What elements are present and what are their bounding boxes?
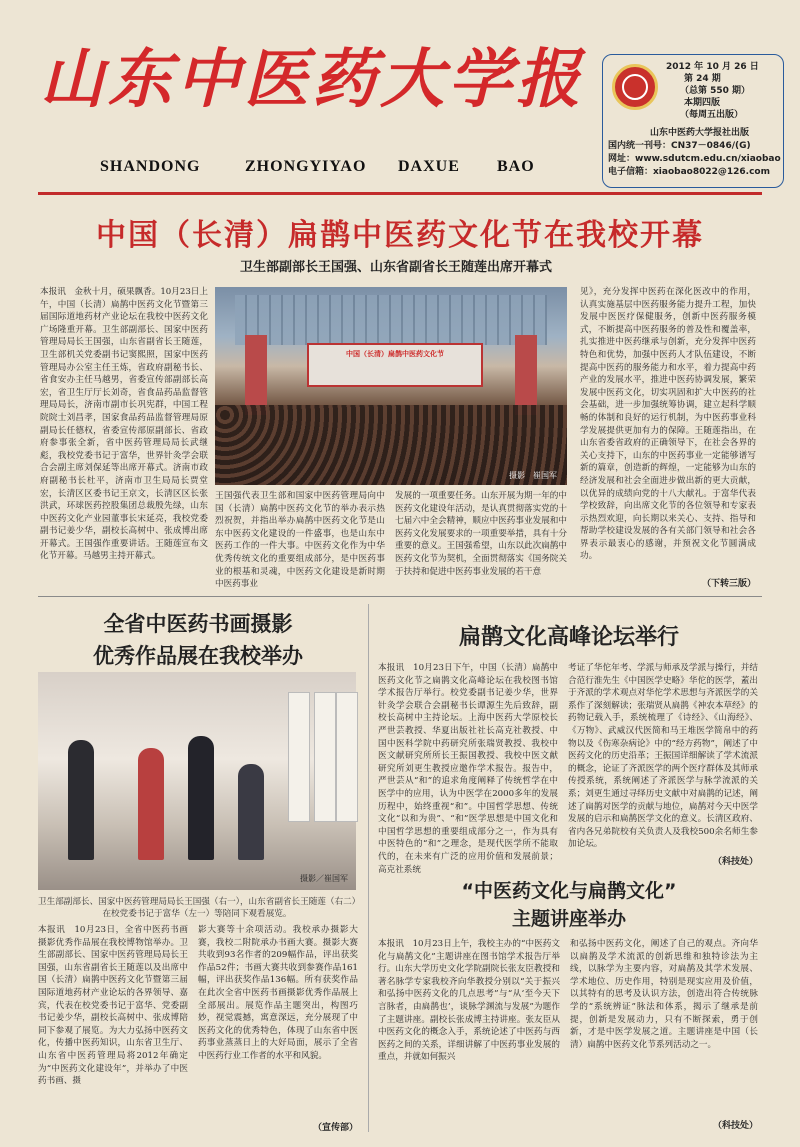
photo-art-panel bbox=[314, 692, 336, 822]
photo-pillar-right bbox=[515, 335, 537, 415]
lead-column-4: 见》，充分发挥中医药在深化医改中的作用，认真实施基层中医药服务能力提升工程，加快发展中医医疗保健服务，创新中医药服务模式，不断提高中医药服务的普及性和覆盖率，扎实推进中医药继承与创新，充分发挥中医药特色和优势，加强中医药人才队伍建设，不断提高中医药的服务能力和水平，着力提高中药产业的发展水平，推进中医药协调发展，繁荣发展中医药文化，切实巩固和扩大中医药的社会基础，进一步加强统筹协调，建立起科学顺畅的体制和良好的运行机制，为中医药事业科学发展提供更加有力的保障。王随莲指出，在山东省委省政府的正确领导下，在社会各界的关心支持下，山东的中医药事业一定能够谱写新的篇章，创造新的辉煌，一定能够为山东的经济发展和社会全面进步做出新的更大贡献，以优异的成绩向党的十八大献礼。于富华代表学校致辞，向出席文化节的各位领导和专家表示热烈欢迎，向长期以来关心、支持、指导和帮助学校建设发展的各有关部门领导和社会各界表示最衷心的感谢，并预祝文化节圆满成功。 bbox=[580, 287, 756, 562]
masthead-rule bbox=[38, 192, 762, 195]
lecture-title-line2: 主题讲座举办 bbox=[511, 908, 626, 930]
page-count: 本期四版 bbox=[684, 98, 721, 108]
lead-continued: （下转三版） bbox=[701, 579, 756, 589]
issue-number: 第 24 期 bbox=[684, 74, 721, 84]
lead-subhead: 卫生部副部长王国强、山东省副省长王随莲出席开幕式 bbox=[240, 260, 553, 275]
total-issue: （总第 550 期） bbox=[680, 86, 751, 96]
lecture-column-2: 和弘扬中医药文化，阐述了自己的观点。齐向华以扁鹊及学术流派的创新思维和独特诊法为主线，以脉学为主要内容，对扁鹊及其学术发展、学术地位、历史作用，特别是现实应用及价值，以其特有的思考及认识方法，创造出符合传统脉学的“系统辨证”脉法和体系，揭示了继承是前提，创新是发展动力，只有不断探索，勇于创新，才是中医学发展之道。主题讲座是中国（长清）扁鹊中医药文化节系列活动之一。 bbox=[570, 939, 758, 1050]
section-divider bbox=[38, 596, 762, 597]
lecture-column-1: 本报讯 10月23日上午，我校主办的“中医药文化与扁鹊文化”主题讲座在图书馆学术报告厅举行。山东大学历史文化学院副院长张友臣教授和著名脉学专家我校齐向华教授分别以“关于振兴和弘扬中医药文化的几点思考”与“从‘至今天下言脉者，由扁鹊也’，谈脉学渊流与发展”为题作了主题讲座。副校长张成博主持讲座。张友臣从中医药文化的概念入手，系统论述了中医药与西医药之间的关系，详细讲解了中医药事业发展的重点，并就如何振兴 bbox=[378, 939, 560, 1063]
forum-column-1: 本报讯 10月23日下午，中国（长清）扁鹊中医药文化节之扁鹊文化高峰论坛在我校图书馆学术报告厅举行。校党委副书记姜少华，世界针灸学会联合会副秘书长谭源生先后致辞，副校长高树中主持论坛。上海中医药大学原校长严世芸教授、华夏出版社社长高克社教授、中国中医科学院中药研究所张瑞贤教授、我校中医文献研究所所长王振国教授、我校中医文献研究所刘更生教授应邀作学术报告。报告中，严世芸从“和”的追求角度阐释了传统哲学在中医学中的应用，认为中医学在2000多年的发展历程中，始终重视“和”。中国哲学思想、传统文化“以和为贵”、“和”医学思想是中国文化和中国哲学思想的重要组成部分之一，作为具有中医特色的“和”之理念，是现代医学所不能取代的，在未来有广泛的应用价值和发展前景；高克社系统 bbox=[378, 663, 558, 875]
cn-number: 国内统一刊号：CN37－0846/(G) bbox=[608, 141, 751, 151]
photo-credit-inline: 摄影／崔国军 bbox=[300, 874, 348, 883]
photo-banner-text: 中国（长清）扁鹊中医药文化节 bbox=[346, 350, 444, 358]
pinyin-daxue: DAXUE bbox=[398, 158, 460, 175]
exhibition-column-1: 本报讯 10月23日，全省中医药书画摄影优秀作品展在我校博物馆举办。卫生部副部长、国家中医药管理局局长王国强，山东省副省长王随莲以及出席中国（长清）扁鹊中医药文化节暨第三届国际道地药材产业论坛的各界领导、嘉宾，代表在校党委书记于富华、党委副书记姜少华，副校长高树中、张成博陪同下参观了展览。为大力弘扬中医药文化，传播中医药知识，山东省卫生厅、山东省中医药管理局将2012年确定为“中医药文化建设年”，并举办了中医药书画、摄 bbox=[38, 925, 188, 1087]
photo-person bbox=[68, 740, 94, 860]
photo-credit: 摄影 崔国军 bbox=[509, 471, 557, 480]
publish-frequency: （每周五出版） bbox=[680, 110, 744, 120]
lead-column-3: 发展的一项重要任务。山东开展为期一年的中医药文化建设年活动，是认真贯彻落实党的十七届六中全会精神，顺应中医药事业发展和中医药文化发展要求的一项重要举措，具有十分重要的意义。王国强希望，山东以此次扁鹊中医药文化节为契机，全面贯彻落实《国务院关于扶持和促进中医药事业发展的若干意 bbox=[395, 491, 567, 577]
exhibition-signature: （宣传部） bbox=[312, 1123, 358, 1133]
lead-column-2: 王国强代表卫生部和国家中医药管理局向中国（长清）扁鹊中医药文化节的举办表示热烈祝贺，并指出举办扁鹊中医药文化节是山东中医药文化建设的一件盛事，也是山东中医药工作的一件大事。中医药文化作为中华优秀传统文化的重要组成部分，是中医药事业的根基和灵魂，中医药文化建设是新时期中医药事业 bbox=[215, 491, 385, 590]
photo-person bbox=[238, 764, 264, 860]
exhibition-title-line1: 全省中医药书画摄影 bbox=[103, 612, 293, 636]
exhibition-photo bbox=[38, 672, 356, 890]
exhibition-title-line2: 优秀作品展在我校举办 bbox=[93, 644, 303, 668]
issue-date: 2012 年 10 月 26 日 bbox=[666, 62, 759, 72]
photo-person bbox=[138, 748, 164, 860]
column-divider bbox=[368, 604, 369, 1132]
forum-title: 扁鹊文化高峰论坛举行 bbox=[458, 625, 679, 650]
lead-headline: 中国（长清）扁鹊中医药文化节在我校开幕 bbox=[96, 218, 704, 253]
forum-signature: （科技处） bbox=[712, 857, 758, 867]
photo-building bbox=[235, 295, 547, 345]
opening-ceremony-photo bbox=[215, 287, 567, 485]
pinyin-zhongyiyao: ZHONGYIYAO bbox=[245, 158, 367, 175]
photo-person bbox=[188, 736, 214, 860]
exhibition-photo-caption: 卫生部副部长、国家中医药管理局局长王国强（右一），山东省副省长王随莲（右二）在校党委书记于富华（左一）等陪同下观看展览。 bbox=[38, 897, 356, 919]
publisher: 山东中医药大学报社出版 bbox=[650, 128, 750, 138]
forum-column-2: 考证了华佗年考、学派与师承及学派与操行，并结合范行淮先生《中国医学史略》华佗的医学，蓋出于齐派的学术观点对华佗学术思想与齐派医学的关系作了深刻解读；张瑞贤从扁鹊《神农本草经》的药物记载入手，系统梳理了《诗经》、《山海经》、《万物》、武威汉代医简和马王堆医学简帛中的药物以及《伤寒杂病论》中的“经方药物”，阐述了中医药文化的历史沿革；王振国详细解读了学术流派的概念，论证了齐派医学的两个医疗群体及其师承传授系统，系统阐述了齐派医学与脉学流派的关系；刘更生通过寻绎历史文献中对扁鹊的记述，阐述了扁鹊对医学的贡献与地位，扁鹊对今天中医学发展的启示和扁鹊医学文化的意义。长清区政府、省内各兄弟院校有关负责人及我校500余名师生参加论坛。 bbox=[568, 663, 758, 850]
photo-art-panel bbox=[288, 692, 310, 822]
email: 电子信箱：xiaobao8022@126.com bbox=[608, 167, 770, 177]
exhibition-column-2: 影大赛等十余项活动。我校承办摄影大赛，我校二附院承办书画大赛。摄影大赛共收到93名作者的209幅作品，评出获奖作品52件；书画大赛共收到参赛作品161幅，评出获奖作品136幅。所有获奖作品在此次全省中医药书画摄影优秀作品展上全部展出。展览作品主题突出，构图巧妙，视觉震撼，寓意深远，充分展现了中医药文化的优秀特色，体现了山东省中医药事业蒸蒸日上的大好局面，展示了全省中医药行业工作者的水平和风貌。 bbox=[198, 925, 358, 1061]
lecture-title-line1: “中医药文化与扁鹊文化” bbox=[461, 880, 677, 902]
newspaper-title: 山东中医药大学报 bbox=[40, 43, 584, 117]
lead-column-1: 本报讯 金秋十月，硕果飘香。10月23日上午，中国（长清）扁鹊中医药文化节暨第三届国际道地药材产业论坛在我校中医药文化广场隆重开幕。卫生部副部长、国家中医药管理局局长王国强，山东省副省长王随莲，卫生部机关党委副书记窦熙照，国家中医药管理局办公室主任王炼，省政府副秘书长、省食安办主任马越男，省委宣传部副部长高宏，省卫生厅厅长刘奇，省食品药品监督管理局局长，济南市副市长巩宪群，中国工程院院士刘昌孝，国家食品药品监督管理局原副局长任德权，省委宣传部原副部长、省政府参事张全新，省中医药管理局局长武继彪，我校党委书记于富华，世界针灸学会联合会副主席刘保延等出席开幕式。济南市政府副秘书长杜平，济南市卫生局局长贾堂宏，长清区区委书记王京文，长清区区长张洪武，环球医药控股集团总裁殷先绿，山东中医药文化产业园董事长宋延亮，我校党委副书记姜少华，副校长高树中、张成博出席开幕式。王国强作重要讲话。王随莲宣布文化节开幕。马越男主持开幕式。 bbox=[40, 287, 208, 562]
seal-inner-ring bbox=[622, 74, 648, 100]
pinyin-shandong: SHANDONG bbox=[100, 158, 201, 175]
photo-art-panel bbox=[336, 692, 358, 822]
lecture-signature: （科技处） bbox=[712, 1121, 758, 1131]
pinyin-bao: BAO bbox=[497, 158, 535, 175]
photo-pillar-left bbox=[245, 335, 267, 415]
website: 网址：www.sdutcm.edu.cn/xiaobao bbox=[608, 154, 781, 164]
